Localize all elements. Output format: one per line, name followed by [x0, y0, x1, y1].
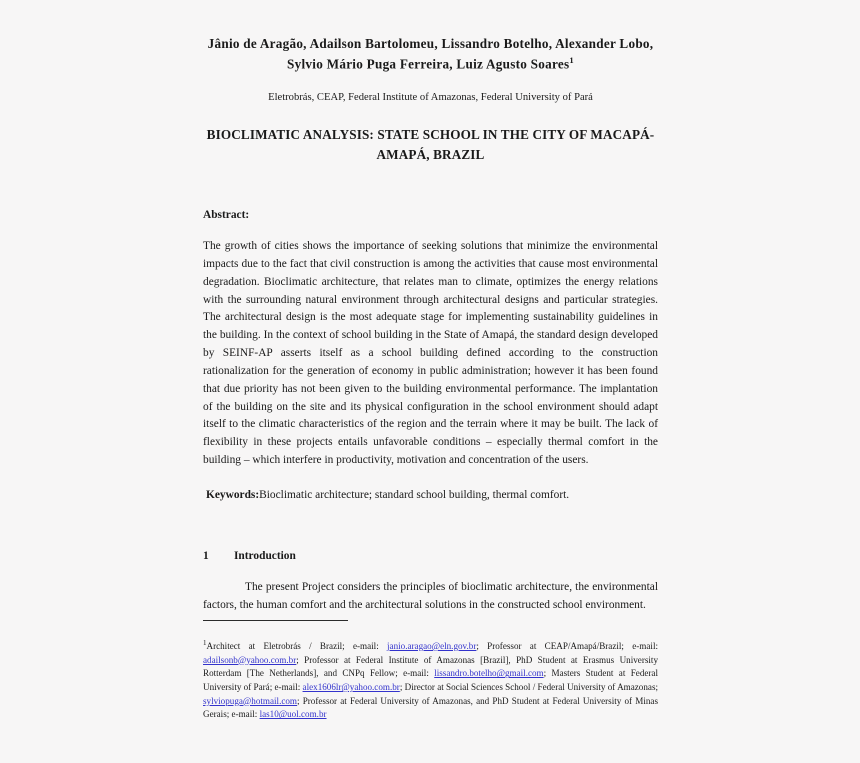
footnote-text-part-4: ; Masters Student at Federal University of Pará; e-mail:: [203, 668, 658, 692]
keywords-label: Keywords:: [206, 488, 260, 501]
footnote-email-3[interactable]: lissandro.botelho@gmail.com: [434, 668, 544, 679]
keywords-text: Bioclimatic architecture; standard school building, thermal comfort.: [259, 488, 570, 501]
footnote-text-part-1: Architect at Eletrobrás / Brazil; e-mail:: [206, 641, 388, 652]
footnote-email-1[interactable]: janio.aragao@eln.gov.br: [387, 641, 477, 652]
footnote-text-part-6: ; Professor at Federal University of Amazonas, and PhD Student at Federal University of Minas Gerais; e-mail:: [203, 695, 658, 720]
section-heading-introduction: [203, 550, 658, 562]
authors-names: Jânio de Aragão, Adailson Bartolomeu, Lissandro Botelho, Alexander Lobo, Sylvio Mário Puga Ferreira, Luiz Agusto Soares: [207, 36, 654, 72]
abstract-label: Abstract:: [203, 209, 250, 221]
footnote-marker: 1: [203, 639, 207, 647]
page-content: [203, 0, 658, 615]
author-footnote-marker: 1: [569, 55, 574, 66]
footnote-email-2[interactable]: adailsonb@yahoo.com.br: [203, 654, 297, 665]
abstract-body: The growth of cities shows the importance of seeking solutions that minimize the environmental impacts due to the fact that civil construction is among the activities that cause most environmental degradation. Bioclimatic architecture, that relates man to climate, optimizes the energy relations with the surrounding natural environment through architectural designs and particular strategies. The architectural design is the most adequate stage for implementing sustainability guidelines in the building. In the context of school building in the State of Amapá, the standard design developed by SEINF-AP asserts itself as a school building defined according to the construction rationalization for the generation of economy in public administration; however it has been found that due priority has not been given to the building environmental performance. The implantation of the building on the site and its physical configuration in the school environment should adapt itself to the climatic characteristics of the region and the terrain where it may be built. The lack of flexibility in these projects entails unfavorable conditions – especially thermal comfort in the building – which interfere in productivity, motivation and concentration of the users.: [203, 240, 658, 467]
footnote-text-part-2: ; Professor at CEAP/Amapá/Brazil; e-mail:: [476, 641, 659, 652]
keywords-line: [203, 487, 658, 505]
authors-line: [203, 34, 658, 75]
footnote-text-part-5: ; Director at Social Sciences School / Federal University of Amazonas;: [399, 681, 659, 692]
section-body-introduction: The present Project considers the principles of bioclimatic architecture, the environmental factors, the human comfort and the architectural solutions in the constructed school environment.: [203, 580, 658, 611]
page-title: BIOCLIMATIC ANALYSIS: STATE SCHOOL IN THE CITY OF MACAPÁ-AMAPÁ, BRAZIL: [206, 127, 655, 163]
footnote-email-5[interactable]: sylviopuga@hotmail.com: [203, 695, 297, 706]
affiliation-line: Eletrobrás, CEAP, Federal Institute of Amazonas, Federal University of Pará: [268, 91, 593, 103]
footnote-separator-rule: [203, 620, 348, 621]
footnote-block: [203, 638, 658, 722]
section-number: 1: [203, 549, 209, 562]
footnote-email-4[interactable]: alex1606lr@yahoo.com.br: [302, 681, 400, 692]
section-title: Introduction: [234, 549, 296, 562]
footnote-email-6[interactable]: las10@uol.com.br: [259, 709, 327, 720]
footnote-text-part-3: ; Professor at Federal Institute of Amazonas [Brazil], PhD Student at Erasmus University Rotterdam [The Netherlands], and CNPq Fellow; e-mail:: [203, 654, 658, 679]
